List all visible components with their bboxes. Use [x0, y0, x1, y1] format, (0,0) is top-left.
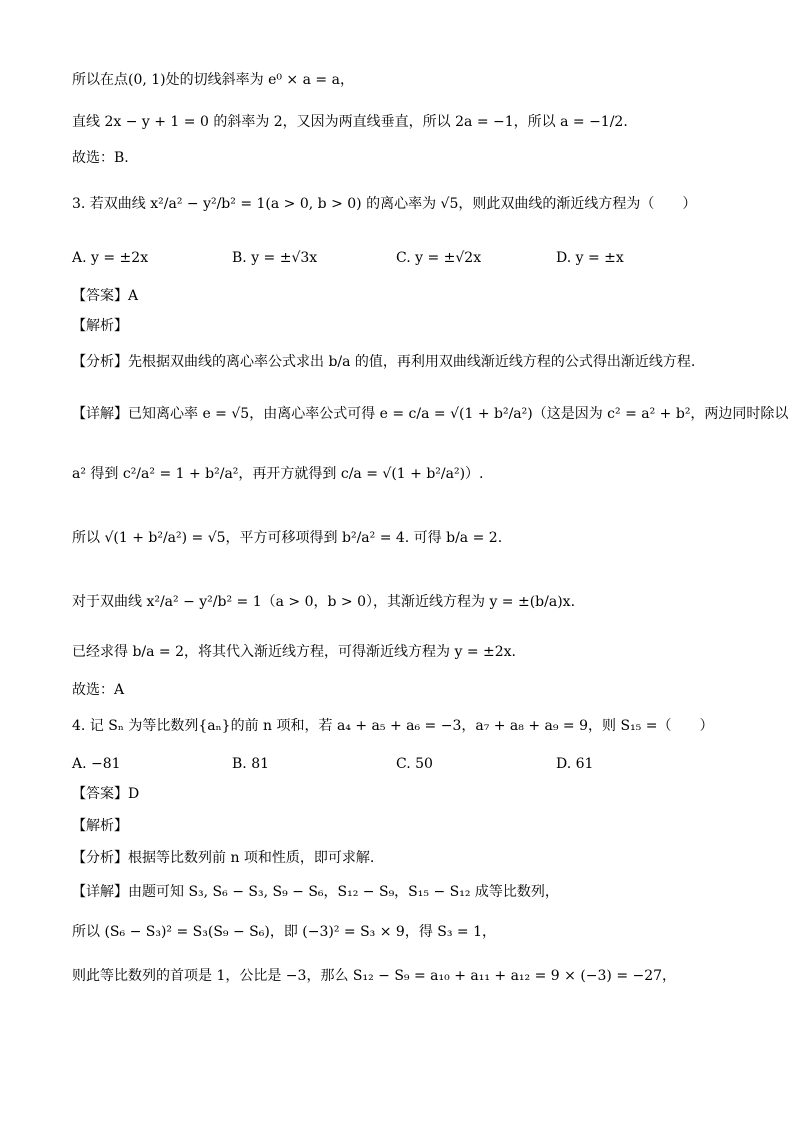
q4-fenxi: 【分析】根据等比数列前 n 项和性质，即可求解. [72, 850, 375, 866]
line-choose-b: 故选：B. [72, 150, 129, 166]
q4-option-b: B. 81 [232, 756, 270, 772]
q4-detail-line1: 【详解】由题可知 S₃, S₆ − S₃, S₉ − S₆，S₁₂ − S₉，S₁₅ − S₁₂ 成等比数列， [72, 884, 559, 900]
q3-analysis-header: 【解析】 [72, 318, 128, 334]
q3-option-c: C. y = ±√2x [396, 250, 482, 266]
question-3: 3. 若双曲线 x²/a² − y²/b² = 1(a > 0, b > 0) 的离心率为 √5，则此双曲线的渐近线方程为（ ） [72, 196, 697, 212]
q4-analysis-header: 【解析】 [72, 818, 128, 834]
q4-option-c: C. 50 [396, 756, 433, 772]
question-4: 4. 记 Sₙ 为等比数列{aₙ}的前 n 项和，若 a₄ + a₅ + a₆ = −3，a₇ + a₈ + a₉ = 9，则 S₁₅ =（ ） [72, 718, 714, 734]
q4-option-d: D. 61 [556, 756, 594, 772]
q3-fenxi: 【分析】先根据双曲线的离心率公式求出 b/a 的值，再利用双曲线渐近线方程的公式得出渐近线方程. [72, 354, 696, 370]
q3-option-a: A. y = ±2x [72, 250, 149, 266]
q4-detail-line3: 则此等比数列的首项是 1，公比是 −3，那么 S₁₂ − S₉ = a₁₀ + a₁₁ + a₁₂ = 9 × (−3) = −27， [72, 968, 677, 984]
q3-answer: 【答案】A [72, 288, 139, 304]
line-slope-tangent: 所以在点(0, 1)处的切线斜率为 e⁰ × a = a， [72, 72, 354, 88]
q3-final-choice: 故选：A [72, 682, 125, 698]
q3-detail-line2: a² 得到 c²/a² = 1 + b²/a²，再开方就得到 c/a = √(1 + b²/a²)）. [72, 466, 484, 482]
q3-detail-line5: 已经求得 b/a = 2，将其代入渐近线方程，可得渐近线方程为 y = ±2x. [72, 644, 516, 660]
q3-detail-line4: 对于双曲线 x²/a² − y²/b² = 1（a > 0，b > 0），其渐近线方程为 y = ±(b/a)x. [72, 594, 576, 610]
q3-option-b: B. y = ±√3x [232, 250, 318, 266]
q4-detail-line2: 所以 (S₆ − S₃)² = S₃(S₉ − S₆)，即 (−3)² = S₃ × 9，得 S₃ = 1， [72, 924, 497, 940]
q4-option-a: A. −81 [72, 756, 121, 772]
q3-option-d: D. y = ±x [556, 250, 624, 266]
q3-detail-line1: 【详解】已知离心率 e = √5，由离心率公式可得 e = c/a = √(1 + b²/a²)（这是因为 c² = a² + b²，两边同时除以 [72, 406, 789, 422]
q4-answer: 【答案】D [72, 786, 140, 802]
q3-detail-line3: 所以 √(1 + b²/a²) = √5，平方可移项得到 b²/a² = 4. 可得 b/a = 2. [72, 530, 503, 546]
line-perpendicular: 直线 2x − y + 1 = 0 的斜率为 2，又因为两直线垂直，所以 2a = −1，所以 a = −1/2. [72, 114, 628, 130]
